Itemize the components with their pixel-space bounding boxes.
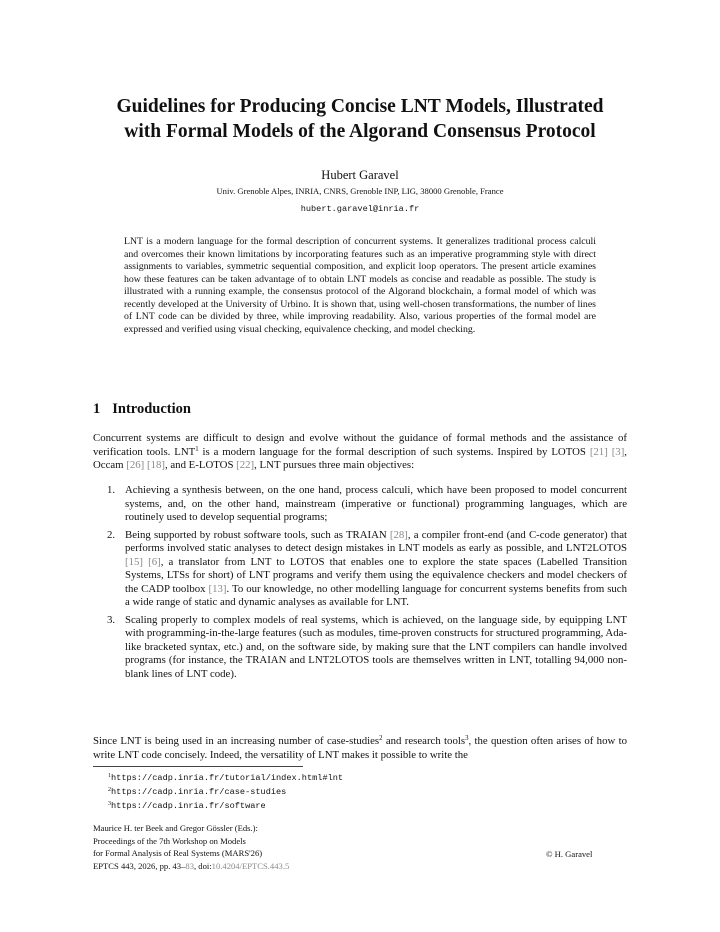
citation-link[interactable]: [15]	[125, 555, 143, 568]
text-run: Since LNT is being used in an increasing number of case-studies	[93, 735, 380, 747]
footnote-number: 2	[108, 787, 111, 793]
objective-item	[93, 529, 627, 610]
abstract: LNT is a modern language for the formal description of concurrent systems. It generalizes traditional process calculi and overcomes their known limitations by incorporating features such as an imperative programming style with direct assignments to variables, symmetric sequential composition, and explicit loop operators. The present article examines how these features can be taken advantage of to obtain LNT models as concise and readable as possible. The study is illustrated with a running example, the consensus protocol of the Algorand blockchain, a formal model of which was recently developed at the University of Urbino. It is shown that, using well-chosen transformations, the number of lines of LNT code can be divided by three, while improving readability. Also, various properties of the formal model are expressed and verified using visual checking, equivalence checking, and model checking.	[124, 236, 596, 335]
footnote-url[interactable]: https://cadp.inria.fr/tutorial/index.html#lnt	[111, 773, 344, 783]
text-run: , a translator from LNT to LOTOS that enables one to explore the state spaces (Labelled Transition Systems, LTSs for short) of LNT programs and verify them using the equivalence checkers and model checkers of the CADP toolbox	[125, 555, 627, 595]
intro-paragraph-1	[93, 432, 627, 473]
citation-link[interactable]: [21]	[589, 445, 608, 458]
proceedings-workshop: Proceedings of the 7th Workshop on Models	[93, 835, 246, 846]
proceedings-citation: EPTCS 443, 2026, pp. 43–83, doi:10.4204/EPTCS.443.5	[93, 860, 290, 871]
section-heading	[93, 401, 191, 418]
text-run: , and E-LOTOS	[164, 459, 237, 472]
text-run: Achieving a synthesis between, on the one hand, process calculi, which have been proposed to model concurrent systems, and, on the other hand, mainstream (imperative or functional) programming languages, which are routinely used to develop sequential programs;	[125, 484, 627, 523]
proceedings-info	[93, 822, 289, 872]
citation-link[interactable]: [3]	[611, 445, 625, 458]
footnote-mark[interactable]: 1	[195, 445, 199, 453]
citation-link[interactable]: [28]	[389, 528, 408, 541]
doi-link[interactable]: 10.4204/EPTCS.443.5	[211, 860, 290, 871]
text-run: Scaling properly to complex models of real systems, which is achieved, on the language side, by equipping LNT with programming-in-the-large features (such as modules, time-proven constructs for structured programming, Ada-like bracketed syntax, etc.) and, on the software side, by making sure that the LNT compilers can handle involved programs (for instance, the TRAIAN and LNT2LOTOS tools are themselves written in LNT, totalling 94,000 non-blank lines of LNT code).	[125, 613, 628, 680]
text-run: is a modern language for the formal description of such systems. Inspired by LOTOS	[198, 445, 590, 458]
objective-item	[93, 484, 627, 525]
author-name: Hubert Garavel	[321, 168, 399, 182]
text-run: , the question often arises of how to write LNT code concisely. Indeed, the versatility of LNT makes it possible to write the	[93, 735, 627, 761]
footnote	[108, 785, 343, 799]
footnote-number: 1	[108, 773, 111, 779]
intro-paragraph-2	[93, 735, 627, 762]
objectives-list	[93, 484, 627, 685]
citation-link[interactable]: [13]	[208, 582, 227, 595]
footnote	[108, 771, 343, 785]
proceedings-editors: Maurice H. ter Beek and Gregor Gössler (Eds.):	[93, 823, 258, 833]
text-run: Being supported by robust software tools, such as TRAIAN	[125, 528, 390, 541]
footnotes	[108, 771, 343, 813]
footnote-mark[interactable]: 2	[379, 735, 383, 742]
objective-item	[93, 614, 627, 682]
citation-link[interactable]: [6]	[148, 555, 161, 568]
section-title: Introduction	[112, 401, 191, 417]
citation-link[interactable]: [18]	[146, 459, 165, 472]
objective-number: 1.	[107, 484, 116, 496]
last-page-link[interactable]: 83	[185, 860, 194, 871]
footnote-number: 3	[108, 801, 111, 807]
text-run: , a compiler front-end (and C-code generator) that performs involved static analyses to detect design mistakes in LNT models as early as possible, and LNT2LOTOS	[125, 528, 627, 554]
copyright-notice: © H. Garavel	[546, 849, 593, 859]
section-number: 1	[93, 401, 101, 417]
citation-link[interactable]: [22]	[236, 459, 255, 472]
text-run: . To our knowledge, no other modelling language for concurrent systems benefits from such a wide range of static and dynamic analyses as available for LNT.	[125, 582, 627, 608]
author-affiliation: Univ. Grenoble Alpes, INRIA, CNRS, Grenoble INP, LIG, 38000 Grenoble, France	[216, 186, 504, 196]
footnote-divider	[93, 766, 303, 767]
text-run: , LNT pursues three main objectives:	[254, 459, 415, 472]
text-run: , Occam	[93, 445, 627, 472]
text-run: and research tools	[382, 735, 466, 747]
footnote	[108, 799, 343, 813]
paper-title	[60, 94, 660, 144]
objective-number: 2.	[107, 528, 116, 541]
footnote-mark[interactable]: 3	[465, 735, 469, 742]
author-email: hubert.garavel@inria.fr	[300, 204, 420, 214]
footnote-url[interactable]: https://cadp.inria.fr/case-studies	[111, 787, 287, 797]
title-line-2: with Formal Models of the Algorand Consensus Protocol	[124, 121, 596, 142]
proceedings-venue: for Formal Analysis of Real Systems (MARS'26)	[93, 848, 263, 859]
citation-link[interactable]: [26]	[126, 459, 145, 472]
text-run: Concurrent systems are difficult to design and evolve without the guidance of formal methods and the assistance of verification tools. LNT	[93, 432, 627, 458]
title-line-1: Guidelines for Producing Concise LNT Models, Illustrated	[116, 96, 604, 117]
footnote-url[interactable]: https://cadp.inria.fr/software	[111, 801, 266, 811]
objective-number: 3.	[107, 613, 116, 626]
